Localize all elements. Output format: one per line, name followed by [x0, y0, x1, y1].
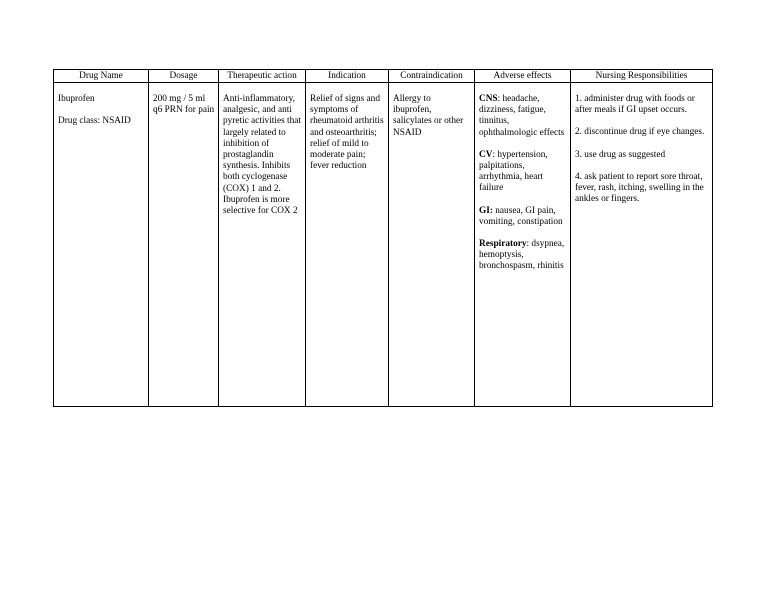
- adverse-effect-text: : headache, dizziness, fatigue, tinnitus, ophthalmologic effects: [479, 94, 565, 138]
- drug-name: Ibuprofen: [58, 94, 95, 104]
- adverse-effect-respiratory: [479, 239, 567, 273]
- header-adverse-effects: Adverse effects: [475, 70, 571, 83]
- table-row: [54, 83, 713, 407]
- cell-dosage: [149, 83, 219, 407]
- cell-adverse-effects: [475, 83, 571, 407]
- header-therapeutic-action: Therapeutic action: [219, 70, 306, 83]
- adverse-effect-text: : dsypnea, hemoptysis, bronchospasm, rhinitis: [479, 239, 565, 272]
- header-dosage: Dosage: [149, 70, 219, 83]
- drug-class: Drug class: NSAID: [58, 116, 131, 127]
- adverse-effect-label: CNS: [479, 94, 498, 104]
- adverse-effect-label: GI:: [479, 205, 493, 216]
- therapeutic-action-text: Anti-inflammatory, analgesic, and anti pyretic activities that largely related to inhibition of prostaglandin synthesis. Inhibits both cyclogenase (COX) 1 and 2. Ibuprofen is more selective for COX 2: [223, 94, 301, 217]
- dosage-text: 200 mg / 5 ml q6 PRN for pain: [153, 94, 215, 116]
- contraindication-text: Allergy to ibuprofen, salicylates or other NSAID: [393, 94, 464, 138]
- header-nursing-responsibilities: Nursing Responsibilities: [571, 70, 713, 83]
- adverse-effect-gi: [479, 206, 567, 228]
- cell-therapeutic-action: [219, 83, 306, 407]
- cell-drug-name: [54, 83, 149, 407]
- table-header-row: [54, 70, 713, 83]
- header-indication: Indication: [306, 70, 389, 83]
- adverse-effect-cns: [479, 94, 567, 139]
- header-contraindication: Contraindication: [389, 70, 475, 83]
- nursing-item: 1. administer drug with foods or after meals if GI upset occurs.: [575, 94, 695, 116]
- nursing-item: 4. ask patient to report sore throat, fever, rash, itching, swelling in the ankles or fingers.: [575, 171, 704, 205]
- cell-contraindication: [389, 83, 475, 407]
- adverse-effect-text: : hypertension, palpitations, arrhythmia, heart failure: [479, 149, 548, 194]
- adverse-effect-cv: [479, 150, 567, 195]
- adverse-effect-label: Respiratory: [479, 239, 527, 250]
- cell-nursing-responsibilities: [571, 83, 713, 407]
- adverse-effect-text: nausea, GI pain, vomiting, constipation: [479, 205, 563, 227]
- indication-text: Relief of signs and symptoms of rheumatoid arthritis and osteoarthritis; relief of mild to moderate pain; fever reduction: [310, 94, 384, 172]
- header-drug-name: Drug Name: [54, 70, 149, 83]
- nursing-item: 2. discontinue drug if eye changes.: [575, 127, 705, 138]
- nursing-item: 3. use drug as suggested: [575, 149, 666, 160]
- cell-indication: [306, 83, 389, 407]
- drug-study-table: [53, 69, 713, 407]
- adverse-effect-label: CV: [479, 149, 493, 160]
